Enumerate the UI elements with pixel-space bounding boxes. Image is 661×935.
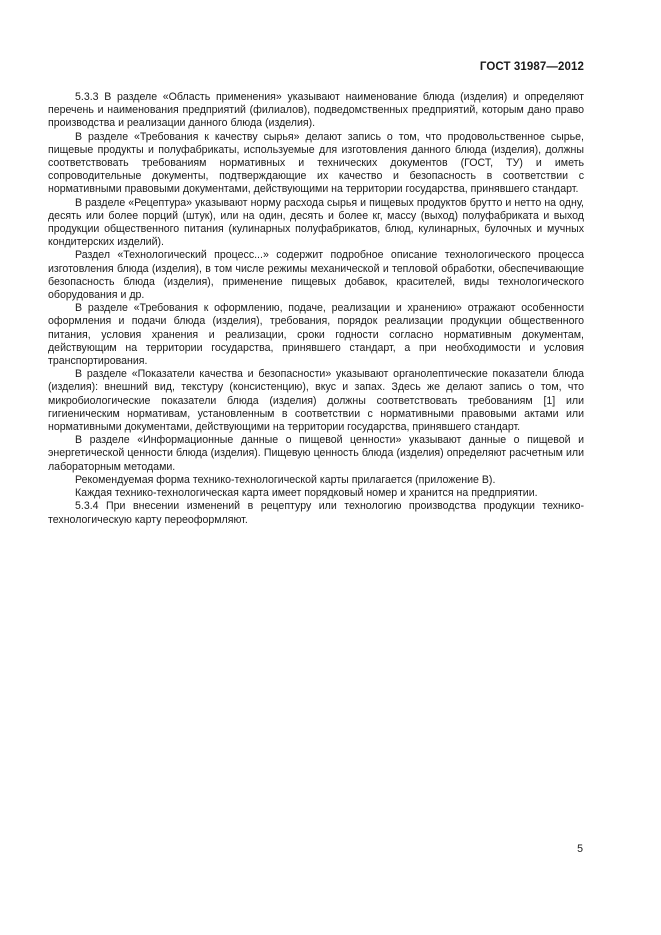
paragraph-form: Рекомендуемая форма технико-технологической карты прилагается (приложение В). [75, 473, 496, 486]
paragraph-numbering: Каждая технико-технологическая карта имеет порядковый номер и хранится на предприятии. [75, 487, 538, 500]
page-number: 5 [577, 843, 583, 855]
paragraph-5-3-4-changes: 5.3.4 При внесении изменений в рецептуру или технологию производства продукции технико-технологическую карту переоформляют. [48, 500, 584, 526]
paragraph-5-3-3-scope: 5.3.3 В разделе «Область применения» указывают наименование блюда (изделия) и определяют перечень и наименования предприятий (филиалов), подведомственных предприятий, которым дано право производства и реализации данного блюда (изделия). [48, 91, 584, 130]
standard-number: ГОСТ 31987—2012 [479, 61, 584, 73]
paragraph-nutrition: В разделе «Информационные данные о пищевой ценности» указывают данные о пищевой и энергетической ценности блюда (изделия). Пищевую ценность блюда (изделия) определяют расчетным или лабораторным методами. [48, 434, 584, 473]
paragraph-process: Раздел «Технологический процесс...» содержит подробное описание технологического процесса изготовления блюда (изделия), в том числе режимы механической и тепловой обработки, обеспечивающие безопасность блюда (изделия), применение пищевых добавок, красителей, виды технологического оборудования и др. [48, 249, 584, 302]
paragraph-quality: В разделе «Показатели качества и безопасности» указывают органолептические показатели блюда (изделия): внешний вид, текстуру (консистенцию), вкус и запах. Здесь же делают запись о том, что микробиологические показатели блюда (изделия) должны соответствовать требованиям [1] или гигиеническим нормативам, установленным в соответствии с нормативными правовыми актами или нормативными документами, действующими на территории государства, принявшего стандарт. [48, 368, 584, 434]
paragraph-recipe: В разделе «Рецептура» указывают норму расхода сырья и пищевых продуктов брутто и нетто на одну, десять или более порций (штук), или на один, десять и более кг, массу (выход) полуфабриката и выход продукции общественного питания (кулинарных полуфабрикатов, блюд, кулинарных, булочных и мучных кондитерских изделий). [48, 196, 584, 249]
document-body [48, 91, 584, 527]
paragraph-serving: В разделе «Требования к оформлению, подаче, реализации и хранению» отражают особенности оформления и подачи блюда (изделия), требования, порядок реализации продукции общественного питания, условия хранения и реализации, сроки годности согласно нормативным документам, действующим на территории государства, принявшего стандарт, а при необходимости и условия транспортирования. [48, 302, 584, 368]
paragraph-raw-materials: В разделе «Требования к качеству сырья» делают запись о том, что продовольственное сырье, пищевые продукты и полуфабрикаты, используемые для изготовления данного блюда (изделия), должны соответствовать требованиям нормативных и технических документов (ГОСТ, ТУ) и иметь сопроводительные документы, подтверждающие их качество и безопасность в соответствии с нормативными правовыми документами, действующими на территории государства, принявшего стандарт. [48, 130, 584, 196]
